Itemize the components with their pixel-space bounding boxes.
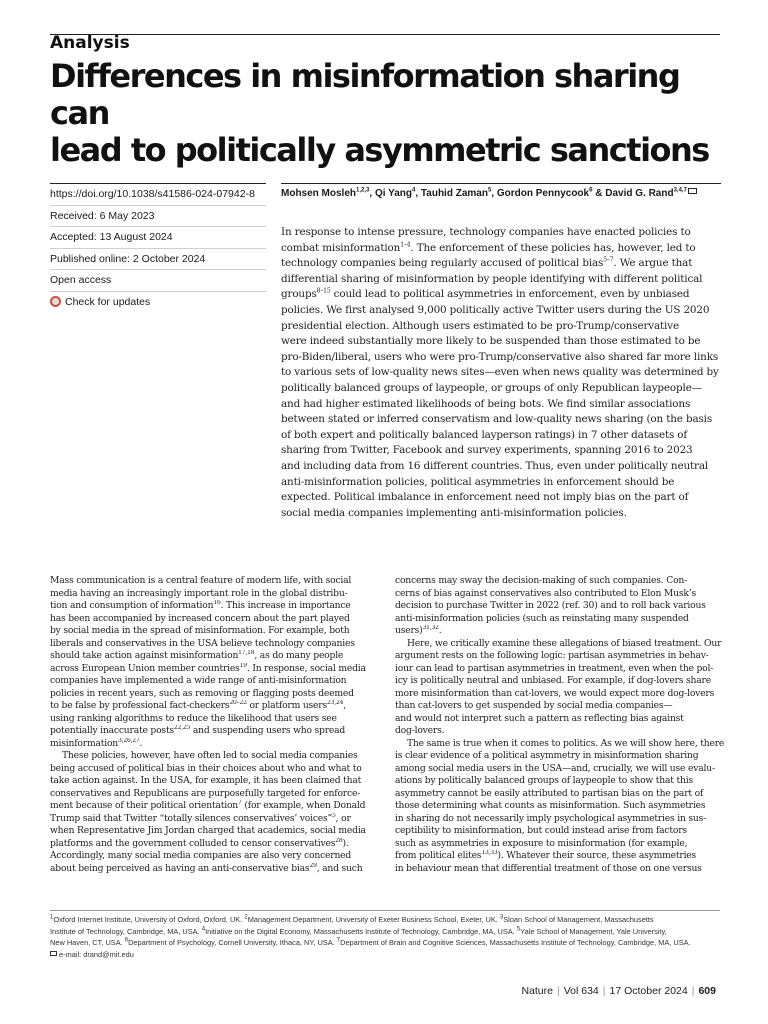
- title-line: Differences in misinformation sharing can: [50, 57, 680, 132]
- abstract-line: social media companies implementing anti-misinformation policies.: [281, 506, 627, 519]
- section-label: Analysis: [50, 33, 130, 53]
- body-line: than cat-lovers to get suspended by social media companies—: [395, 700, 673, 711]
- abstract-line: groups$^{8-15}$ could lead to political asymmetries in enforcement, even by unbiased: [281, 287, 690, 301]
- body-line: in behaviour mean that differential treatment of those on one versus: [395, 862, 702, 874]
- citation-superscript[interactable]: 22,25: [173, 725, 191, 731]
- body-line: policies in recent years, such as removing or flagging posts deemed: [50, 687, 354, 699]
- mail-icon: [50, 951, 57, 956]
- footnote-line: New Haven, CT, USA. $^6$Department of Psychology, Cornell University, Ithaca, NY, USA. $^7$Department of Brain and Cognitive Sciences, Massachusetts Institute of Technology, Cambridge, MA, USA.: [50, 937, 691, 947]
- body-line: media having an increasingly important role in the global distribu-: [50, 587, 348, 599]
- body-line: ceptibility to misinformation, but could instead arise from factors: [395, 825, 687, 836]
- body-line: to be false by professional fact-checkers$^{20-22}$ or platform users$^{23,24}$,: [50, 700, 346, 711]
- check-updates-link[interactable]: [50, 291, 266, 313]
- body-line: potentially inaccurate posts$^{22,25}$ and suspending users who spread: [50, 725, 346, 736]
- page-footer: Nature | Vol 634 | 17 October 2024 | 609: [521, 985, 716, 997]
- body-line: about being perceived as having an anti-conservative bias$^{29}$, and such: [50, 862, 363, 874]
- body-line: platforms and the government colluded to censor conservatives$^{28}$).: [50, 837, 349, 849]
- body-line: from political elites$^{13,33}$). Whatever their source, these asymmetries: [395, 850, 697, 861]
- author-name[interactable]: David G. Rand: [605, 188, 674, 199]
- article-metadata: [50, 183, 266, 312]
- abstract-line: pro-Biden/liberal, users who were pro-Trump/conservative also shared far more links: [281, 350, 719, 363]
- abstract-line: to various sets of low-quality news sites—even when news quality was determined by: [281, 366, 719, 379]
- abstract: [281, 225, 721, 521]
- body-line: Mass communication is a central feature of modern life, with social: [50, 575, 352, 586]
- citation-superscript[interactable]: 31,32: [422, 625, 439, 631]
- affiliations-footnote: [50, 914, 722, 960]
- citation-superscript[interactable]: 20–22: [229, 700, 247, 706]
- body-line: when Representative Jim Jordan charged that academics, social media: [50, 825, 366, 836]
- published-date: Published online: 2 October 2024: [50, 248, 266, 270]
- body-column-left: [50, 575, 383, 875]
- body-line: concerns may sway the decision-making of such companies. Con-: [395, 575, 688, 586]
- issue-date: 17 October 2024: [609, 985, 688, 997]
- body-line: decision to purchase Twitter in 2022 (ref. 30) and to roll back various: [395, 600, 706, 611]
- body-line: being accused of political bias in their choices about who and what to: [50, 762, 362, 774]
- citation-superscript[interactable]: 8–15: [316, 287, 331, 295]
- doi-link[interactable]: https://doi.org/10.1038/s41586-024-07942-8: [50, 183, 266, 205]
- author-name[interactable]: Tauhid Zaman: [420, 188, 488, 199]
- citation-superscript[interactable]: 13,33: [481, 850, 498, 856]
- abstract-line: policies. We first analysed 9,000 politically active Twitter users during the US 2020: [281, 303, 710, 316]
- abstract-line: expected. Political imbalance in enforcement need not imply bias on the part of: [281, 491, 689, 504]
- body-line: is clear evidence of a political asymmetry in misinformation sharing: [395, 750, 699, 761]
- body-line: users)$^{31,32}$.: [395, 625, 442, 636]
- body-line: should take action against misinformation$^{17,18}$, as do many people: [50, 650, 344, 661]
- body-line: across European Union member countries$^{19}$. In response, social media: [50, 662, 366, 674]
- check-updates-label: Check for updates: [65, 295, 151, 308]
- citation-superscript[interactable]: 5: [332, 812, 336, 819]
- abstract-line: and had higher estimated likelihoods of being bots. We find similar associations: [281, 397, 691, 410]
- citation-superscript[interactable]: 16: [213, 600, 221, 606]
- citation-superscript[interactable]: 19: [239, 662, 247, 669]
- body-line: cerns of bias against conservatives also contributed to Elon Musk’s: [395, 587, 696, 599]
- body-line: take action against. In the USA, for example, it has been claimed that: [50, 775, 362, 786]
- abstract-line: between stated or inferred conservatism and low-quality news sharing (on the basis: [281, 413, 713, 426]
- body-line: anti-misinformation policies (such as reinstating many suspended: [395, 612, 689, 624]
- corresponding-author-mail-icon[interactable]: [688, 188, 697, 194]
- footnote-rule: [50, 910, 720, 911]
- body-line: The same is true when it comes to politics. As we will show here, there: [407, 737, 725, 749]
- citation-superscript[interactable]: 3: [499, 914, 504, 921]
- body-line: conservatives and Republicans are purposefully targeted for enforce-: [50, 787, 361, 799]
- journal-name: Nature: [521, 985, 553, 997]
- body-line: These policies, however, have often led to social media companies: [62, 750, 358, 761]
- body-line: misinformation$^{3,26,27}$.: [50, 737, 143, 749]
- section-rule: [50, 34, 720, 35]
- body-line: in sharing do not necessarily imply psychological asymmetries in sus-: [395, 812, 707, 824]
- body-line: asymmetry cannot be easily attributed to partisan bias on the part of: [395, 787, 704, 799]
- body-line: more misinformation than cat-lovers, we would expect more dog-lovers: [395, 687, 715, 699]
- abstract-line: politically balanced groups of laypeople, or groups of only Republican laypeople—: [281, 381, 702, 394]
- volume: Vol 634: [563, 985, 599, 997]
- contact-email[interactable]: [50, 949, 722, 961]
- body-line: among social media users in the USA—and, crucially, we will use evalu-: [395, 762, 715, 774]
- abstract-line: In response to intense pressure, technology companies have enacted policies to: [281, 226, 691, 238]
- footnote-line: $^1$Oxford Internet Institute, University of Oxford, Oxford, UK. $^2$Management Department, University of Exeter Business School, Exeter, UK. $^3$Sloan School of Management, Massachusetts: [50, 914, 654, 924]
- body-line: tion and consumption of information$^{16}$. This increase in importance: [50, 600, 351, 611]
- author-affiliation: 4: [412, 187, 416, 194]
- citation-superscript[interactable]: 29: [309, 862, 317, 869]
- abstract-line: anti-misinformation policies, political asymmetries in enforcement should be: [281, 475, 675, 488]
- citation-superscript[interactable]: 1: [50, 914, 54, 921]
- body-line: by social media in the spread of misinformation. For example, both: [50, 625, 350, 636]
- body-line: has been accompanied by increased concern about the part played: [50, 612, 350, 624]
- abstract-line: of both expert and politically balanced layperson ratings) in 7 other datasets of: [281, 428, 688, 441]
- body-line: companies have implemented a wide range of anti-misinformation: [50, 675, 347, 686]
- email-text: e-mail: drand@mit.edu: [59, 949, 134, 959]
- body-line: using ranking algorithms to reduce the likelihood that users see: [50, 712, 337, 724]
- citation-superscript[interactable]: 5: [516, 926, 521, 933]
- citation-superscript[interactable]: 3,26,27: [118, 737, 140, 744]
- citation-superscript[interactable]: 17,18: [238, 650, 255, 656]
- author-affiliation: 3,4,7: [673, 187, 687, 194]
- body-line: Accordingly, many social media companies are also very concerned: [50, 850, 352, 861]
- accepted-date: Accepted: 13 August 2024: [50, 226, 266, 248]
- body-line: and would not interpret such a pattern as reflecting bias against: [395, 712, 684, 724]
- author-name[interactable]: Mohsen Mosleh: [281, 188, 357, 199]
- citation-superscript[interactable]: 5–7: [603, 256, 614, 264]
- body-line: ations by politically balanced groups of laypeople to show that this: [395, 775, 693, 786]
- page-number: 609: [698, 985, 716, 997]
- body-line: dog-lovers.: [395, 725, 445, 736]
- article-title: [50, 58, 730, 169]
- body-line: icy is politically neutral and unbiased. For example, if dog-lovers share: [395, 675, 711, 686]
- abstract-line: were indeed substantially more likely to be suspended than those estimated to be: [281, 335, 701, 348]
- body-line: such as asymmetries in exposure to misinformation (for example,: [395, 837, 688, 849]
- body-line: argument rests on the following logic: partisan asymmetries in behav-: [395, 650, 709, 661]
- citation-superscript[interactable]: 23,24: [327, 700, 344, 706]
- abstract-line: combat misinformation$^{1-4}$. The enforcement of these policies has, however, led to: [281, 241, 696, 254]
- citation-superscript[interactable]: 7: [336, 937, 341, 944]
- author-list: Mohsen Mosleh$^{1,2,3}$, Qi Yang$^4$, Tauhid Zaman$^5$, Gordon Pennycook$^6$ & David G. Rand$^{3,4,7}$: [281, 183, 721, 199]
- abstract-line: technology companies being regularly accused of political bias$^{5-7}$. We argue that: [281, 256, 693, 270]
- body-line: iour can lead to partisan asymmetries in treatment, even when the pol-: [395, 662, 714, 674]
- abstract-line: presidential election. Although users estimated to be pro-Trump/conservative: [281, 319, 679, 332]
- citation-superscript[interactable]: 6: [124, 937, 129, 944]
- body-line: those determining what counts as misinformation. Such asymmetries: [395, 800, 706, 811]
- open-access-label: Open access: [50, 269, 266, 291]
- author-affiliation: 6: [589, 187, 593, 194]
- body-column-right: [395, 575, 728, 875]
- author-name[interactable]: Gordon Pennycook: [496, 188, 590, 199]
- body-line: liberals and conservatives in the USA believe technology companies: [50, 637, 355, 649]
- author-affiliation: 5: [487, 187, 492, 194]
- citation-superscript[interactable]: 2: [244, 914, 248, 921]
- citation-superscript[interactable]: 7: [238, 800, 242, 806]
- footnote-line: Institute of Technology, Cambridge, MA, USA. $^4$Initiative on the Digital Economy, Massachusetts Institute of Technology, Cambridge, MA, USA. $^5$Yale School of Management, Yale University,: [50, 926, 667, 936]
- abstract-line: sharing from Twitter, Facebook and survey experiments, spanning 2016 to 2023: [281, 444, 693, 457]
- abstract-line: differential sharing of misinformation by people identifying with different political: [281, 272, 703, 285]
- check-updates-icon: [50, 296, 61, 307]
- citation-superscript[interactable]: 4: [201, 926, 206, 933]
- body-line: Trump said that Twitter “totally silences conservatives’ voices”$^5$, or: [50, 812, 351, 824]
- citation-superscript[interactable]: 28: [335, 837, 343, 844]
- received-date: Received: 6 May 2023: [50, 205, 266, 227]
- citation-superscript[interactable]: 1–4: [400, 241, 411, 249]
- body-line: ment because of their political orientation$^7$ (for example, when Donald: [50, 800, 366, 811]
- abstract-line: and including data from 16 different countries. Thus, even under politically neutral: [281, 459, 709, 472]
- title-line: lead to politically asymmetric sanctions: [50, 131, 709, 169]
- author-affiliation: 1,2,3: [356, 187, 370, 194]
- body-line: Here, we critically examine these allegations of biased treatment. Our: [407, 637, 722, 649]
- author-name[interactable]: Qi Yang: [374, 188, 412, 199]
